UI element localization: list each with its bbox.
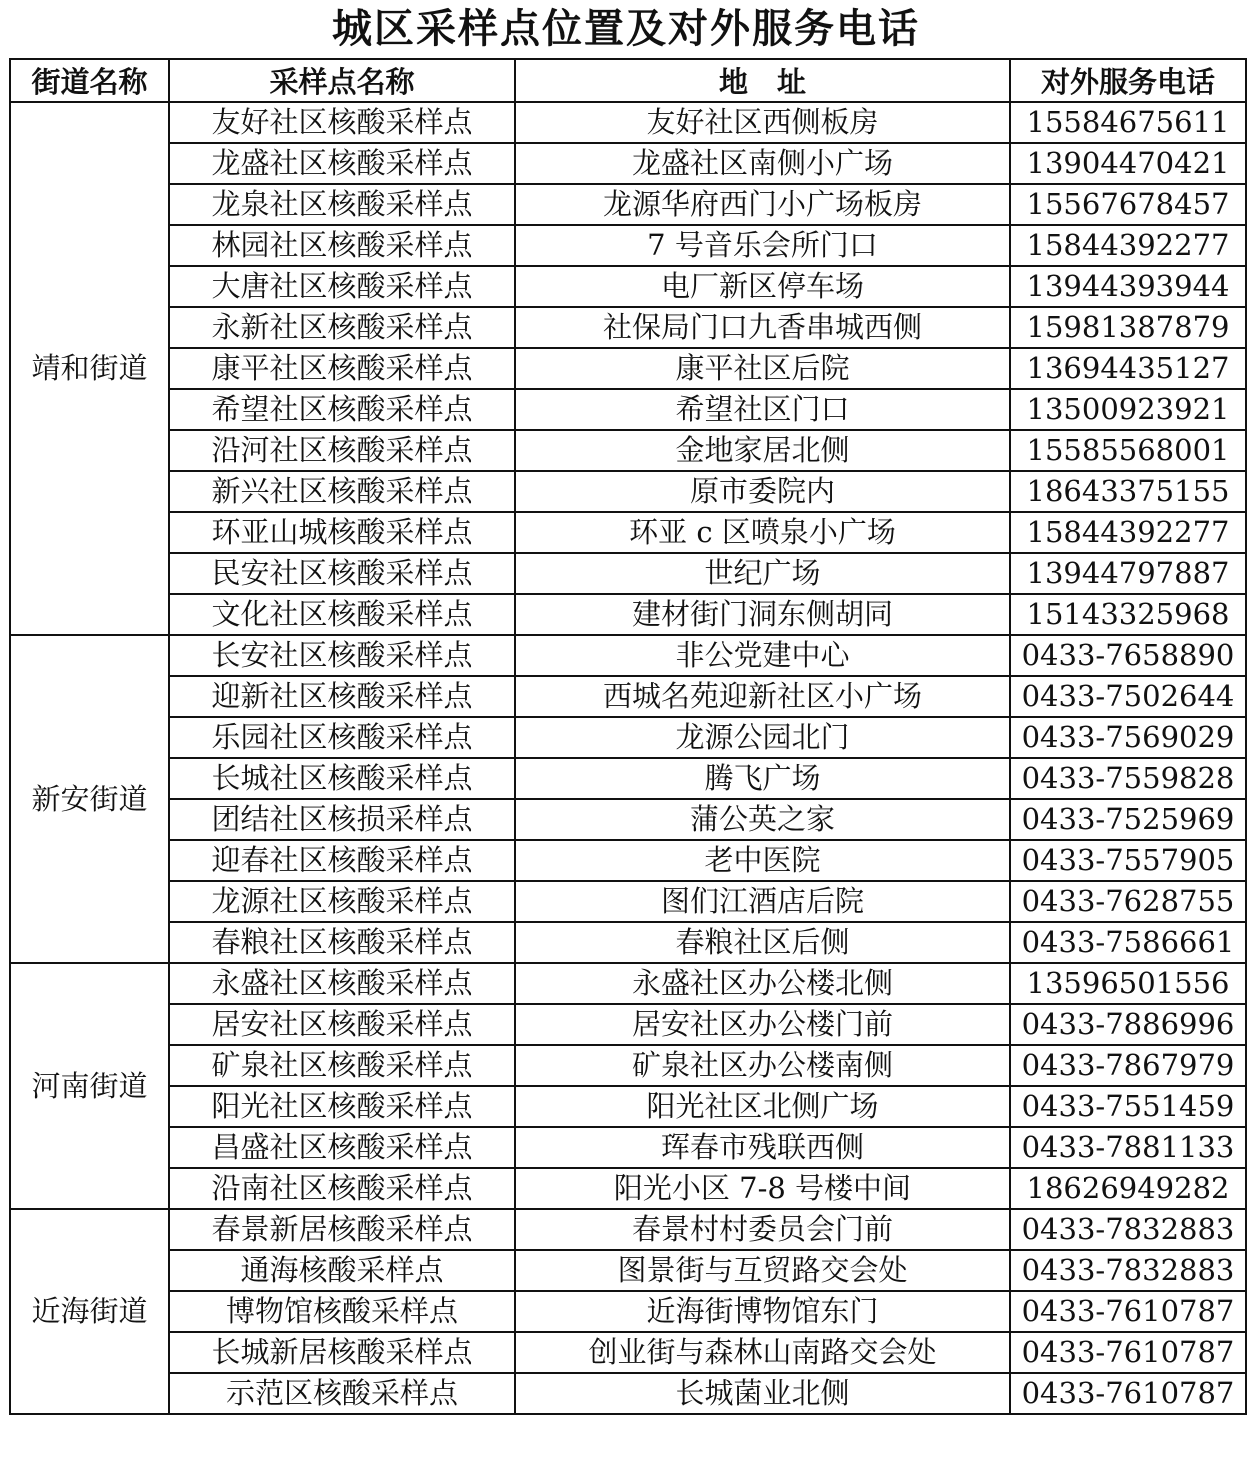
site-name-cell: 龙泉社区核酸采样点 xyxy=(169,184,515,225)
address-cell: 龙源公园北门 xyxy=(515,717,1010,758)
phone-cell: 13944797887 xyxy=(1010,553,1246,594)
street-name-cell: 靖和街道 xyxy=(10,102,169,635)
site-name-cell: 文化社区核酸采样点 xyxy=(169,594,515,635)
address-cell: 春景村村委员会门前 xyxy=(515,1209,1010,1250)
address-cell: 电厂新区停车场 xyxy=(515,266,1010,307)
phone-cell: 13596501556 xyxy=(1010,963,1246,1004)
site-name-cell: 林园社区核酸采样点 xyxy=(169,225,515,266)
table-row xyxy=(10,266,1246,307)
table-row xyxy=(10,1004,1246,1045)
table-row xyxy=(10,184,1246,225)
site-name-cell: 龙盛社区核酸采样点 xyxy=(169,143,515,184)
phone-cell: 0433-7658890 xyxy=(1010,635,1246,676)
phone-cell: 13694435127 xyxy=(1010,348,1246,389)
table-row xyxy=(10,1086,1246,1127)
table-row xyxy=(10,922,1246,963)
address-cell: 非公党建中心 xyxy=(515,635,1010,676)
table-row xyxy=(10,963,1246,1004)
phone-cell: 0433-7569029 xyxy=(1010,717,1246,758)
address-cell: 阳光小区 7-8 号楼中间 xyxy=(515,1168,1010,1209)
street-name-cell: 新安街道 xyxy=(10,635,169,963)
site-name-cell: 康平社区核酸采样点 xyxy=(169,348,515,389)
table-row xyxy=(10,1168,1246,1209)
address-cell: 希望社区门口 xyxy=(515,389,1010,430)
table-row xyxy=(10,430,1246,471)
phone-cell: 15844392277 xyxy=(1010,512,1246,553)
site-name-cell: 永新社区核酸采样点 xyxy=(169,307,515,348)
table-row xyxy=(10,143,1246,184)
address-cell: 春粮社区后侧 xyxy=(515,922,1010,963)
site-name-cell: 迎春社区核酸采样点 xyxy=(169,840,515,881)
address-cell: 环亚 c 区喷泉小广场 xyxy=(515,512,1010,553)
site-name-cell: 长城社区核酸采样点 xyxy=(169,758,515,799)
site-name-cell: 龙源社区核酸采样点 xyxy=(169,881,515,922)
address-cell: 创业街与森林山南路交会处 xyxy=(515,1332,1010,1373)
phone-cell: 15981387879 xyxy=(1010,307,1246,348)
site-name-cell: 希望社区核酸采样点 xyxy=(169,389,515,430)
table-row xyxy=(10,799,1246,840)
site-name-cell: 沿河社区核酸采样点 xyxy=(169,430,515,471)
table-row xyxy=(10,553,1246,594)
phone-cell: 0433-7586661 xyxy=(1010,922,1246,963)
site-name-cell: 迎新社区核酸采样点 xyxy=(169,676,515,717)
address-cell: 矿泉社区办公楼南侧 xyxy=(515,1045,1010,1086)
table-row xyxy=(10,758,1246,799)
address-cell: 老中医院 xyxy=(515,840,1010,881)
site-name-cell: 昌盛社区核酸采样点 xyxy=(169,1127,515,1168)
site-name-cell: 永盛社区核酸采样点 xyxy=(169,963,515,1004)
phone-cell: 0433-7610787 xyxy=(1010,1332,1246,1373)
address-cell: 图们江酒店后院 xyxy=(515,881,1010,922)
table-row xyxy=(10,1373,1246,1414)
table-row xyxy=(10,1209,1246,1250)
address-cell: 社保局门口九香串城西侧 xyxy=(515,307,1010,348)
address-cell: 图景街与互贸路交会处 xyxy=(515,1250,1010,1291)
table-body xyxy=(10,102,1246,1414)
table-row xyxy=(10,225,1246,266)
site-name-cell: 民安社区核酸采样点 xyxy=(169,553,515,594)
phone-cell: 0433-7525969 xyxy=(1010,799,1246,840)
table-row xyxy=(10,676,1246,717)
phone-cell: 0433-7628755 xyxy=(1010,881,1246,922)
phone-cell: 15567678457 xyxy=(1010,184,1246,225)
phone-cell: 18643375155 xyxy=(1010,471,1246,512)
site-name-cell: 乐园社区核酸采样点 xyxy=(169,717,515,758)
table-row xyxy=(10,1291,1246,1332)
address-cell: 建材街门洞东侧胡同 xyxy=(515,594,1010,635)
site-name-cell: 示范区核酸采样点 xyxy=(169,1373,515,1414)
address-cell: 珲春市残联西侧 xyxy=(515,1127,1010,1168)
table-row xyxy=(10,1250,1246,1291)
address-cell: 永盛社区办公楼北侧 xyxy=(515,963,1010,1004)
site-name-cell: 长城新居核酸采样点 xyxy=(169,1332,515,1373)
sampling-sites-table xyxy=(9,58,1247,1415)
site-name-cell: 团结社区核损采样点 xyxy=(169,799,515,840)
phone-cell: 13944393944 xyxy=(1010,266,1246,307)
street-name-cell: 近海街道 xyxy=(10,1209,169,1414)
site-name-cell: 新兴社区核酸采样点 xyxy=(169,471,515,512)
address-cell: 近海街博物馆东门 xyxy=(515,1291,1010,1332)
table-row xyxy=(10,512,1246,553)
phone-cell: 18626949282 xyxy=(1010,1168,1246,1209)
header-address: 地 址 xyxy=(515,59,1010,102)
address-cell: 长城菌业北侧 xyxy=(515,1373,1010,1414)
phone-cell: 13904470421 xyxy=(1010,143,1246,184)
address-cell: 居安社区办公楼门前 xyxy=(515,1004,1010,1045)
site-name-cell: 环亚山城核酸采样点 xyxy=(169,512,515,553)
site-name-cell: 沿南社区核酸采样点 xyxy=(169,1168,515,1209)
address-cell: 腾飞广场 xyxy=(515,758,1010,799)
site-name-cell: 春粮社区核酸采样点 xyxy=(169,922,515,963)
phone-cell: 15844392277 xyxy=(1010,225,1246,266)
page-title: 城区采样点位置及对外服务电话 xyxy=(332,6,920,52)
site-name-cell: 矿泉社区核酸采样点 xyxy=(169,1045,515,1086)
address-cell: 世纪广场 xyxy=(515,553,1010,594)
site-name-cell: 友好社区核酸采样点 xyxy=(169,102,515,143)
phone-cell: 0433-7551459 xyxy=(1010,1086,1246,1127)
address-cell: 原市委院内 xyxy=(515,471,1010,512)
header-street: 街道名称 xyxy=(10,59,169,102)
phone-cell: 0433-7502644 xyxy=(1010,676,1246,717)
address-cell: 7 号音乐会所门口 xyxy=(515,225,1010,266)
table-row xyxy=(10,1127,1246,1168)
phone-cell: 0433-7867979 xyxy=(1010,1045,1246,1086)
table-row xyxy=(10,348,1246,389)
header-phone: 对外服务电话 xyxy=(1010,59,1246,102)
phone-cell: 15585568001 xyxy=(1010,430,1246,471)
site-name-cell: 阳光社区核酸采样点 xyxy=(169,1086,515,1127)
site-name-cell: 春景新居核酸采样点 xyxy=(169,1209,515,1250)
header-site: 采样点名称 xyxy=(169,59,515,102)
table-row xyxy=(10,594,1246,635)
address-cell: 友好社区西侧板房 xyxy=(515,102,1010,143)
table-row xyxy=(10,717,1246,758)
table-row xyxy=(10,1045,1246,1086)
phone-cell: 15584675611 xyxy=(1010,102,1246,143)
phone-cell: 0433-7610787 xyxy=(1010,1373,1246,1414)
phone-cell: 0433-7832883 xyxy=(1010,1250,1246,1291)
phone-cell: 0433-7886996 xyxy=(1010,1004,1246,1045)
table-row xyxy=(10,389,1246,430)
table-row xyxy=(10,635,1246,676)
table-row xyxy=(10,881,1246,922)
address-cell: 西城名苑迎新社区小广场 xyxy=(515,676,1010,717)
table-row xyxy=(10,102,1246,143)
address-cell: 龙盛社区南侧小广场 xyxy=(515,143,1010,184)
phone-cell: 0433-7559828 xyxy=(1010,758,1246,799)
header-row xyxy=(10,59,1246,102)
phone-cell: 0433-7832883 xyxy=(1010,1209,1246,1250)
address-cell: 阳光社区北侧广场 xyxy=(515,1086,1010,1127)
phone-cell: 15143325968 xyxy=(1010,594,1246,635)
address-cell: 蒲公英之家 xyxy=(515,799,1010,840)
site-name-cell: 通海核酸采样点 xyxy=(169,1250,515,1291)
address-cell: 康平社区后院 xyxy=(515,348,1010,389)
site-name-cell: 长安社区核酸采样点 xyxy=(169,635,515,676)
phone-cell: 0433-7610787 xyxy=(1010,1291,1246,1332)
site-name-cell: 博物馆核酸采样点 xyxy=(169,1291,515,1332)
site-name-cell: 大唐社区核酸采样点 xyxy=(169,266,515,307)
table-row xyxy=(10,471,1246,512)
table-row xyxy=(10,840,1246,881)
address-cell: 金地家居北侧 xyxy=(515,430,1010,471)
table-row xyxy=(10,1332,1246,1373)
table-row xyxy=(10,307,1246,348)
phone-cell: 0433-7557905 xyxy=(1010,840,1246,881)
phone-cell: 0433-7881133 xyxy=(1010,1127,1246,1168)
table-header xyxy=(10,59,1246,102)
phone-cell: 13500923921 xyxy=(1010,389,1246,430)
site-name-cell: 居安社区核酸采样点 xyxy=(169,1004,515,1045)
street-name-cell: 河南街道 xyxy=(10,963,169,1209)
address-cell: 龙源华府西门小广场板房 xyxy=(515,184,1010,225)
